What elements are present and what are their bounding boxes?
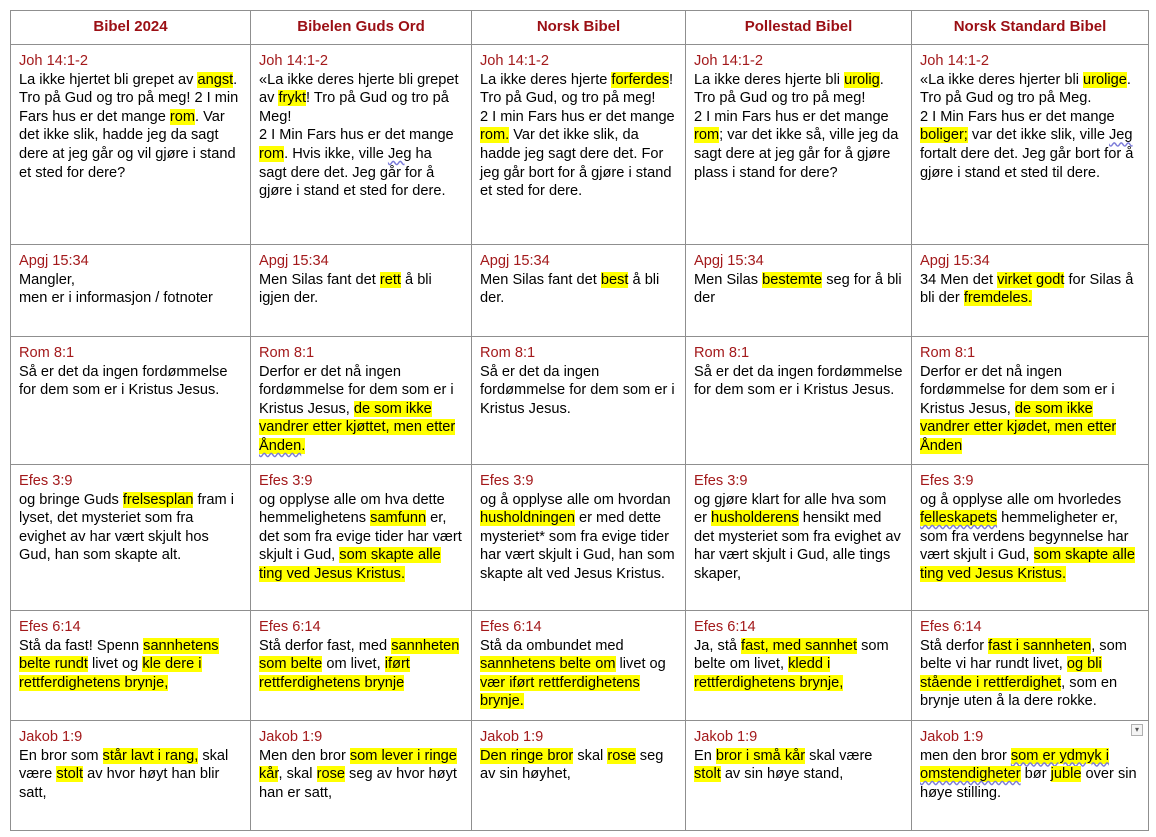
highlighted-text: iført rettferdighetens brynje: [259, 656, 410, 691]
verse-text: . Tro på Gud og tro på Meg.: [920, 71, 1131, 107]
highlighted-text: som er ydmyk i omstendigheter: [920, 747, 1109, 783]
verse-reference: Rom 8:1: [480, 345, 536, 361]
header-bibelen-guds-ord: Bibelen Guds Ord: [251, 11, 472, 45]
verse-reference: Joh 14:1-2: [259, 53, 328, 69]
highlighted-text: virket godt: [997, 271, 1065, 288]
verse-text: og opplyse alle om hva dette hemmelighetens: [259, 491, 445, 527]
table-row: [11, 465, 1149, 611]
verse-text: å bli igjen der.: [259, 271, 432, 307]
highlighted-text: boliger;: [920, 127, 968, 144]
table-row: [11, 337, 1149, 465]
verse-reference: Rom 8:1: [920, 345, 976, 361]
verse-text: «La ikke deres hjerte bli grepet av: [259, 71, 459, 107]
table-cell[interactable]: [686, 45, 912, 245]
verse-reference: Joh 14:1-2: [19, 53, 88, 69]
verse-text: En: [694, 747, 716, 764]
highlighted-text: Den ringe bror: [480, 747, 574, 764]
header-pollestad-bibel: Pollestad Bibel: [686, 11, 912, 45]
verse-text: seg for å bli der: [694, 271, 902, 307]
verse-text: skal være: [19, 747, 229, 783]
table-cell[interactable]: [251, 465, 472, 611]
highlighted-text: sannhetens belte rundt: [19, 637, 219, 673]
highlighted-text: som skapte alle ting ved Jesus Kristus.: [259, 547, 441, 582]
highlighted-text: de som ikke vandrer etter kjødet, men etter Ånden: [920, 400, 1117, 454]
table-cell[interactable]: [912, 245, 1149, 337]
table-cell[interactable]: [472, 45, 686, 245]
table-cell[interactable]: [686, 721, 912, 831]
verse-text: Var det ikke slik, da hadde jeg sagt dere det. For jeg går bort for å gjøre i stand et sted for dere.: [480, 127, 672, 200]
verse-reference: Efes 6:14: [480, 619, 542, 635]
highlighted-text: .: [301, 437, 306, 454]
verse-text: ; var det ikke så, ville jeg da sagt dere at jeg går for å gjøre plass i stand for dere?: [694, 127, 899, 181]
header-bibel-2024: Bibel 2024: [11, 11, 251, 45]
highlighted-text: vær iført rettferdighetens brynje.: [480, 674, 640, 710]
table-row: [11, 721, 1149, 831]
verse-reference: Efes 3:9: [259, 473, 313, 489]
verse-text: ! Tro på Gud, og tro på meg!: [480, 71, 674, 107]
highlighted-text: rom: [259, 145, 285, 162]
table-cell[interactable]: [472, 611, 686, 721]
highlighted-text: stolt: [694, 766, 721, 783]
highlighted-text: samfunn: [370, 510, 427, 527]
verse-text: og bringe Guds: [19, 491, 123, 508]
bible-comparison-table: [10, 10, 1149, 831]
verse-reference: Efes 3:9: [19, 473, 73, 489]
table-cell[interactable]: [472, 337, 686, 465]
table-cell[interactable]: [251, 245, 472, 337]
verse-text: 34 Men det: [920, 271, 998, 288]
chevron-down-icon[interactable]: ▾: [1131, 724, 1143, 736]
verse-text: Men den bror: [259, 747, 350, 764]
verse-text: 2 I min Fars hus er det mange: [480, 108, 675, 125]
verse-reference: Efes 3:9: [694, 473, 748, 489]
table-cell[interactable]: [11, 245, 251, 337]
highlighted-text: felleskapets: [920, 510, 998, 527]
verse-reference: Efes 6:14: [920, 619, 982, 635]
verse-text: hemmeligheter er, som fra verdens begynnelse har vært skjult i Gud,: [920, 510, 1129, 564]
verse-reference: Efes 6:14: [19, 619, 81, 635]
verse-text: 2 I Min Fars hus er det mange: [259, 127, 454, 144]
verse-text: og å opplyse alle om hvordan: [480, 491, 671, 508]
highlighted-text: urolige: [1083, 71, 1127, 88]
table-cell[interactable]: [251, 721, 472, 831]
table-cell[interactable]: [472, 245, 686, 337]
verse-text: om livet,: [322, 656, 385, 673]
verse-reference: Jakob 1:9: [920, 729, 984, 745]
spellcheck-text: Jeg: [1109, 127, 1133, 144]
verse-text: Så er det da ingen fordømmelse for dem som er i Kristus Jesus.: [694, 363, 903, 399]
highlighted-text: Ånden: [259, 437, 302, 454]
verse-text: Mangler,: [19, 271, 75, 288]
verse-text: Derfor er det nå ingen fordømmelse for dem som er i Kristus Jesus,: [920, 363, 1115, 417]
verse-text: fortalt dere det. Jeg går bort for å gjøre i stand et sted til dere.: [920, 145, 1134, 181]
verse-text: skal være: [805, 747, 873, 764]
verse-reference: Apgj 15:34: [480, 253, 550, 269]
highlighted-text: de som ikke vandrer etter kjøttet, men etter: [259, 400, 456, 436]
highlighted-text: bror i små kår: [715, 747, 806, 764]
highlighted-text: husholdningen: [480, 510, 575, 527]
verse-text: Derfor er det nå ingen fordømmelse for dem som er i Kristus Jesus,: [259, 363, 454, 417]
verse-text: Men Silas fant det: [259, 271, 380, 288]
verse-text: skal: [573, 747, 608, 764]
table-cell[interactable]: [251, 337, 472, 465]
verse-text: hensikt med det mysteriet som fra evighet av har vært skjult i Gud, alle tings skaper,: [694, 510, 901, 582]
highlighted-text: best: [600, 271, 629, 288]
verse-text: og gjøre klart for alle hva som er: [694, 491, 887, 527]
highlighted-text: rett: [379, 271, 401, 288]
verse-text: var det ikke slik, ville: [967, 127, 1109, 144]
highlighted-text: frelsesplan: [122, 491, 194, 508]
header-norsk-standard-bibel: Norsk Standard Bibel: [912, 11, 1149, 45]
verse-text: La ikke deres hjerte: [480, 71, 612, 88]
table-cell[interactable]: [912, 45, 1149, 245]
highlighted-text: rom: [694, 127, 720, 144]
verse-text: Ja, stå: [694, 637, 742, 654]
table-cell[interactable]: [251, 611, 472, 721]
verse-text: La ikke hjertet bli grepet av: [19, 71, 198, 88]
header-norsk-bibel: Norsk Bibel: [472, 11, 686, 45]
verse-text: Stå da fast! Spenn: [19, 637, 144, 654]
verse-text: ha sagt dere det. Jeg går for å gjøre i stand et sted for dere.: [259, 145, 446, 200]
table-cell[interactable]: [686, 611, 912, 721]
verse-text: men den bror: [920, 747, 1011, 764]
verse-text: . Var det ikke slik, hadde jeg da sagt dere at jeg går og vil gjøre i stand et sted for dere?: [19, 108, 236, 181]
verse-text: og å opplyse alle om hvorledes: [920, 491, 1122, 508]
verse-reference: Jakob 1:9: [19, 729, 83, 745]
verse-text: Men Silas: [694, 271, 763, 288]
table-row: [11, 45, 1149, 245]
verse-text: fram i lyset, det mysteriet som fra evighet av har vært skjult hos Gud, han som skapte alt.: [19, 491, 234, 564]
highlighted-text: frykt: [278, 90, 307, 107]
verse-text: . Hvis ikke, ville: [284, 145, 388, 162]
table-cell[interactable]: [11, 337, 251, 465]
highlighted-text: bestemte: [762, 271, 823, 288]
verse-text: som belte om livet,: [694, 637, 889, 673]
table-cell[interactable]: [912, 465, 1149, 611]
highlighted-text: som skapte alle ting ved Jesus Kristus.: [920, 547, 1135, 582]
verse-reference: Efes 6:14: [694, 619, 756, 635]
verse-reference: Apgj 15:34: [259, 253, 329, 269]
verse-reference: Efes 3:9: [480, 473, 534, 489]
highlighted-text: stolt: [56, 766, 84, 783]
verse-reference: Joh 14:1-2: [920, 53, 989, 69]
verse-text: Stå da ombundet med: [480, 637, 624, 654]
highlighted-text: fremdeles.: [963, 290, 1032, 307]
table-cell[interactable]: [11, 45, 251, 245]
verse-text: Stå derfor fast, med: [259, 637, 392, 654]
table-cell[interactable]: [912, 337, 1149, 465]
highlighted-text: rom.: [480, 127, 510, 144]
highlighted-text: fast, med sannhet: [741, 637, 858, 654]
table-cell[interactable]: [11, 465, 251, 611]
verse-text: ! Tro på Gud og tro på Meg!: [259, 90, 449, 125]
verse-text: , som belte vi har rundt livet,: [920, 637, 1127, 673]
verse-text: Så er det da ingen fordømmelse for dem som er i Kristus Jesus.: [19, 363, 228, 399]
table-cell[interactable]: [251, 45, 472, 245]
highlighted-text: urolig: [844, 71, 880, 88]
highlighted-text: juble: [1050, 766, 1082, 783]
highlighted-text: rose: [607, 747, 636, 764]
header-row: [11, 11, 1149, 45]
verse-reference: Jakob 1:9: [694, 729, 758, 745]
verse-text: La ikke deres hjerte bli: [694, 71, 845, 88]
verse-reference: Rom 8:1: [19, 345, 75, 361]
highlighted-text: som lever i ringe kår: [259, 747, 457, 783]
verse-text: livet og: [615, 656, 666, 673]
verse-text: «La ikke deres hjerter bli: [920, 71, 1084, 88]
verse-reference: Efes 3:9: [920, 473, 974, 489]
verse-reference: Apgj 15:34: [694, 253, 764, 269]
table-cell[interactable]: [472, 721, 686, 831]
highlighted-text: forferdes: [611, 71, 670, 88]
table-cell[interactable]: [912, 721, 1149, 831]
highlighted-text: kledd i rettferdighetens brynje,: [694, 656, 844, 691]
verse-text: . Tro på Gud og tro på meg! 2 I min Fars hus er det mange: [19, 71, 239, 125]
highlighted-text: rom: [169, 108, 196, 125]
verse-reference: Joh 14:1-2: [694, 53, 763, 69]
verse-text: Så er det da ingen fordømmelse for dem som er i Kristus Jesus.: [480, 363, 675, 417]
verse-text: seg av hvor høyt han er satt,: [259, 766, 457, 801]
verse-text: 2 I Min Fars hus er det mange: [920, 108, 1115, 125]
verse-text: , som en brynje uten å la dere rokke.: [920, 674, 1118, 710]
highlighted-text: fast i sannheten: [988, 637, 1092, 654]
highlighted-text: sannhetens belte om: [480, 656, 616, 673]
table-cell[interactable]: [912, 611, 1149, 721]
verse-reference: Apgj 15:34: [19, 253, 89, 269]
highlighted-text: husholderens: [711, 510, 799, 527]
verse-text: bør: [1020, 766, 1051, 783]
verse-text: Men Silas fant det: [480, 271, 601, 288]
verse-text: 2 I min Fars hus er det mange: [694, 108, 889, 125]
verse-text: Stå derfor: [920, 637, 989, 654]
verse-text: . Tro på Gud og tro på meg!: [694, 71, 884, 107]
verse-text: men er i informasjon / fotnoter: [19, 290, 213, 307]
highlighted-text: angst: [197, 71, 234, 88]
verse-reference: Rom 8:1: [259, 345, 315, 361]
table-cell[interactable]: [472, 465, 686, 611]
verse-reference: Apgj 15:34: [920, 253, 990, 269]
table-cell[interactable]: [11, 611, 251, 721]
highlighted-text: står lavt i rang,: [102, 747, 199, 764]
verse-text: er med dette mysteriet* som fra evige tider har vært skjult i Gud, han som skapte alt ved Jesus Kristus.: [480, 510, 675, 582]
spellcheck-text: Jeg: [387, 145, 412, 162]
verse-text: av hvor høyt han blir satt,: [19, 766, 220, 801]
verse-text: å bli der.: [480, 271, 660, 307]
verse-reference: Rom 8:1: [694, 345, 750, 361]
verse-reference: Jakob 1:9: [259, 729, 323, 745]
highlighted-text: og bli stående i rettferdighet: [920, 656, 1102, 691]
table-cell[interactable]: [686, 337, 912, 465]
verse-reference: Jakob 1:9: [480, 729, 544, 745]
verse-text: av sin høye stand,: [720, 766, 844, 783]
table-cell[interactable]: [686, 245, 912, 337]
highlighted-text: sannheten som belte: [259, 637, 460, 673]
table-cell[interactable]: [686, 465, 912, 611]
table-cell[interactable]: [11, 721, 251, 831]
verse-text: , skal: [278, 766, 317, 783]
verse-reference: Joh 14:1-2: [480, 53, 549, 69]
verse-text: er, det som fra evige tider har vært skjult i Gud,: [259, 510, 462, 564]
highlighted-text: rose: [316, 766, 345, 783]
highlighted-text: kle dere i rettferdighetens brynje,: [19, 656, 202, 691]
verse-text: En bror som: [19, 747, 103, 764]
verse-text: over sin høye stilling.: [920, 766, 1137, 801]
verse-reference: Efes 6:14: [259, 619, 321, 635]
table-row: [11, 611, 1149, 721]
verse-text: for Silas å bli der: [920, 271, 1134, 307]
verse-text: livet og: [87, 656, 143, 673]
verse-text: seg av sin høyhet,: [480, 747, 664, 783]
table-row: [11, 245, 1149, 337]
